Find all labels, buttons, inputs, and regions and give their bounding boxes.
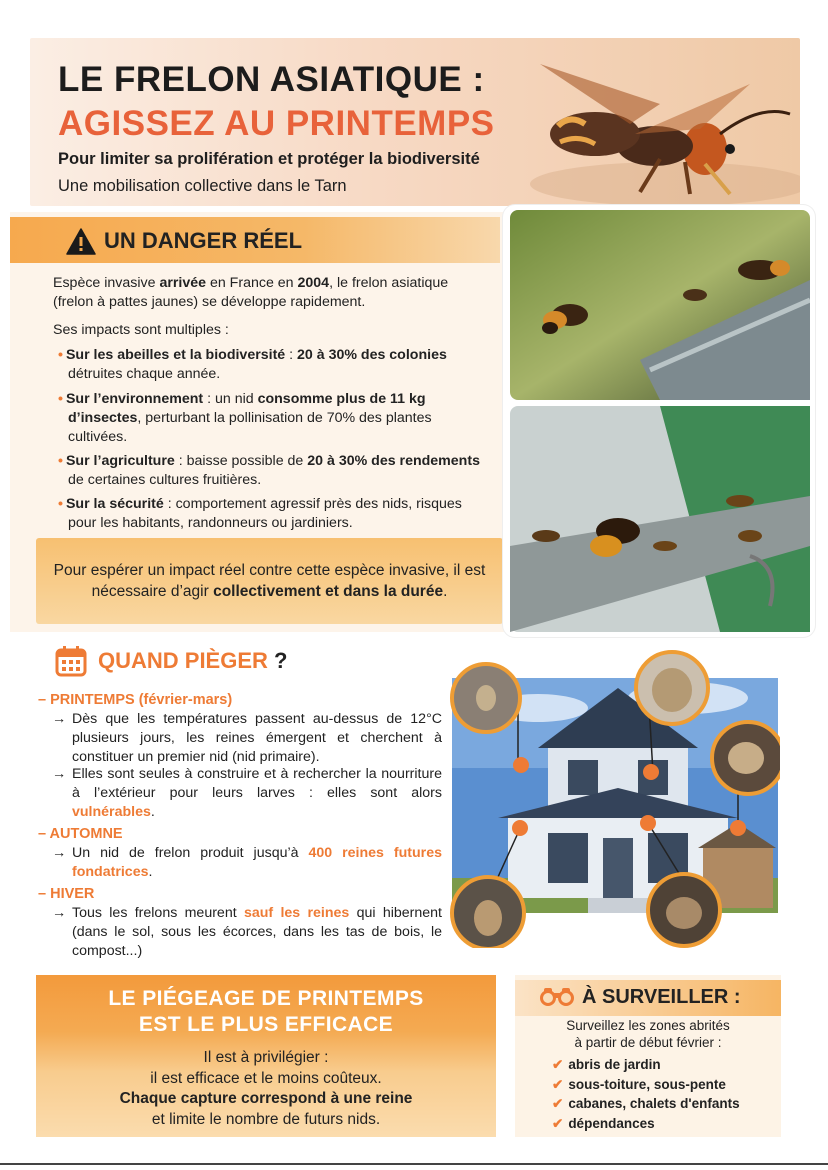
- impact-item: • Sur les abeilles et la biodiversité : 20 à 30% des colonies détruites chaque année.: [58, 347, 447, 382]
- list-item: ✔ abris de jardin: [552, 1057, 661, 1072]
- piegeage-text: Il est à privilégier : il est efficace et le moins coûteux. Chaque capture correspond à une reine et limite le nombre de futurs nids.: [119, 1049, 413, 1128]
- list-item: ✔ sous-toiture, sous-pente: [552, 1076, 726, 1092]
- printemps-item: → Dès que les températures passent au-dessus de 12°C plusieurs jours, les reines émergent et cherchent à constituer un premier nid (nid primaire).: [52, 711, 442, 765]
- danger-intro: Espèce invasive arrivée en France en 2004, le frelon asiatique (frelon à pattes jaunes) se développe rapidement.: [53, 275, 449, 310]
- hornets-photo-1: [510, 210, 810, 400]
- quand-heading: QUAND PIÈGER ?: [98, 648, 288, 673]
- footer-divider: [0, 1163, 828, 1165]
- warning-icon: [66, 228, 96, 255]
- impact-item: • Sur l’agriculture : baisse possible de 20 à 30% des rendements de certaines cultures fruitières.: [58, 453, 480, 488]
- hiver-item: → Tous les frelons meurent sauf les reines qui hibernent (dans le sol, sous les écorces, dans les tas de bois, le compost...): [52, 905, 442, 959]
- binoculars-icon: [540, 987, 574, 1007]
- list-item: ✔ cabanes, chalets d'enfants: [552, 1096, 740, 1111]
- printemps-item: → Elles sont seules à construire et à rechercher la nourriture à l’extérieur pour leurs larves : elles sont alors vulnérables.: [52, 766, 442, 820]
- danger-heading: UN DANGER RÉEL: [104, 228, 303, 253]
- list-item: ✔ dépendances: [552, 1115, 655, 1131]
- surveiller-list: [552, 1055, 740, 1133]
- surveiller-heading: À SURVEILLER :: [582, 986, 741, 1008]
- printemps-label: – PRINTEMPS (février-mars): [38, 692, 233, 708]
- check-icon: ✔: [552, 1057, 564, 1072]
- hornet-illustration: [500, 44, 800, 204]
- piegeage-heading: LE PIÉGEAGE DE PRINTEMPS EST LE PLUS EFFICACE: [108, 987, 424, 1036]
- automne-label: – AUTOMNE: [38, 826, 123, 842]
- page-title-line1: LE FRELON ASIATIQUE :: [58, 60, 485, 99]
- page-subtitle-secondary: Une mobilisation collective dans le Tarn: [58, 177, 347, 195]
- hornets-photo-2: [510, 406, 810, 632]
- conclusion-text: Pour espérer un impact réel contre cette espèce invasive, il est nécessaire d’agir collectivement et dans la durée.: [53, 562, 486, 600]
- impacts-label: Ses impacts sont multiples :: [53, 322, 229, 338]
- impact-item: • Sur la sécurité : comportement agressif près des nids, risques pour les habitants, randonneurs ou jardiniers.: [58, 496, 462, 531]
- check-icon: ✔: [552, 1096, 564, 1111]
- hiver-label: – HIVER: [38, 886, 95, 902]
- check-icon: ✔: [552, 1115, 564, 1131]
- check-icon: ✔: [552, 1076, 564, 1092]
- house-illustration: [448, 648, 780, 948]
- calendar-icon: [55, 645, 87, 677]
- page-title-line2: AGISSEZ AU PRINTEMPS: [58, 104, 495, 143]
- automne-item: → Un nid de frelon produit jusqu’à 400 reines futures fondatrices.: [52, 845, 442, 880]
- page-subtitle: Pour limiter sa prolifération et protéger la biodiversité: [58, 150, 480, 168]
- impact-item: • Sur l’environnement : un nid consomme plus de 11 kg d’insectes, perturbant la pollinisation de 70% des plantes cultivées.: [58, 391, 432, 445]
- surveiller-intro: Surveillez les zones abrités à partir de début février :: [566, 1018, 730, 1050]
